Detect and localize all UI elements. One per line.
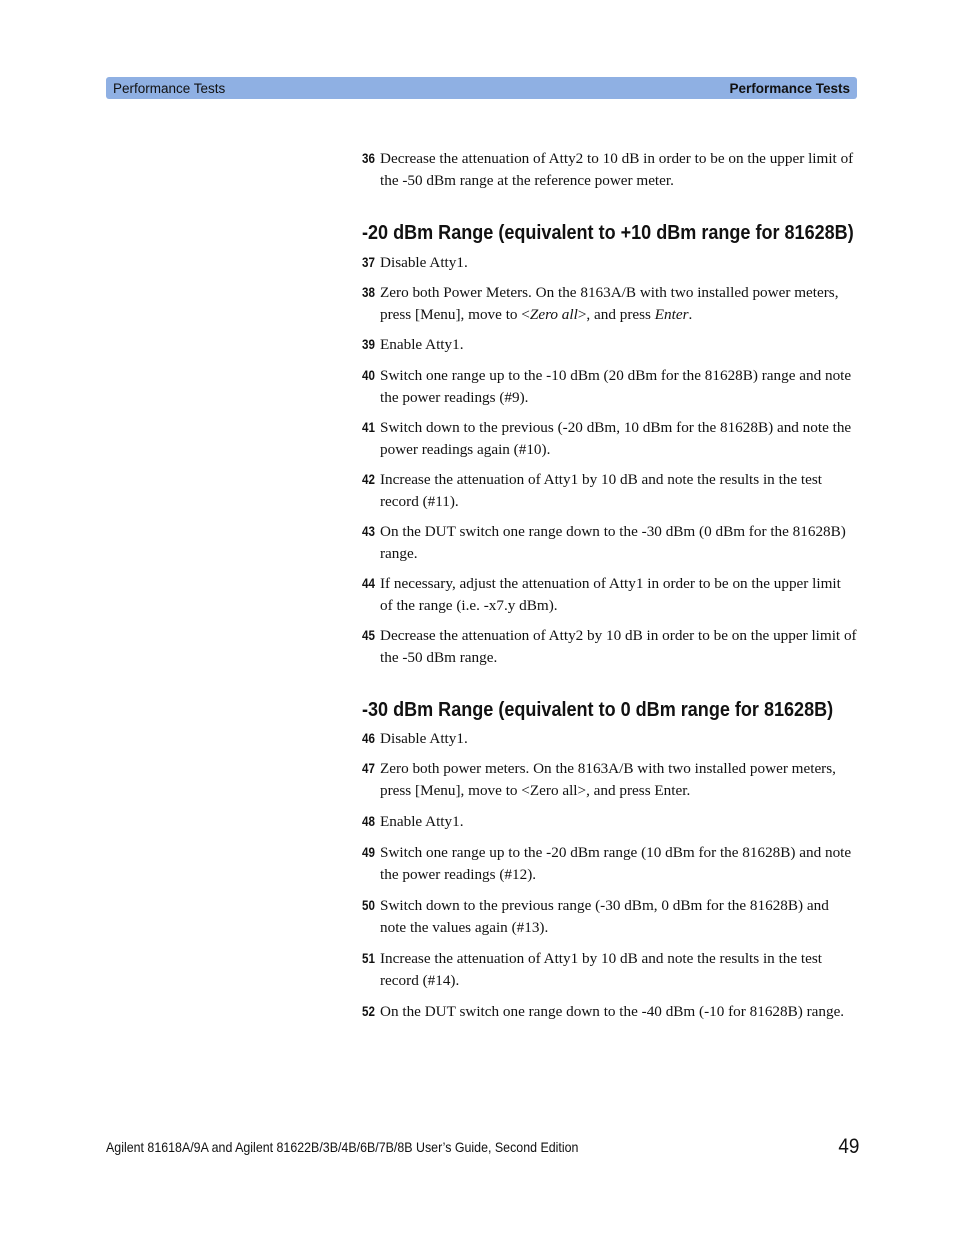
step-text: Enable Atty1.: [380, 813, 464, 830]
step-number: 37: [362, 255, 375, 270]
step-text: Increase the attenuation of Atty1 by 10 dB and note the results in the test record (#11).: [380, 471, 823, 510]
page-number: 49: [837, 1135, 859, 1158]
footer-doc-title: Agilent 81618A/9A and Agilent 81622B/3B/4B/6B/7B/8B User’s Guide, Second Edition: [106, 1140, 579, 1155]
step-text: Decrease the attenuation of Atty2 by 10 dB in order to be on the upper limit of the -50 dBm range.: [380, 627, 857, 666]
step-49: [362, 842, 857, 886]
step-43: [362, 521, 857, 565]
step-text: Enable Atty1.: [380, 336, 464, 353]
step-text: Switch down to the previous (-20 dBm, 10 dBm for the 81628B) and note the power readings again (#10).: [380, 419, 852, 458]
step-number: 50: [362, 898, 375, 913]
step-text: Zero both power meters. On the 8163A/B with two installed power meters, press [Menu], move to <Zero all>, and press Enter.: [380, 760, 836, 799]
step-44: [362, 573, 857, 617]
step-38: [362, 282, 857, 326]
step-text: Disable Atty1.: [380, 254, 468, 271]
step-50: [362, 895, 857, 939]
step-number: 41: [362, 420, 375, 435]
step-number: 46: [362, 731, 375, 746]
step-text: Switch down to the previous range (-30 dBm, 0 dBm for the 81628B) and note the values again (#13).: [380, 897, 829, 936]
step-number: 44: [362, 576, 375, 591]
step-51: [362, 948, 857, 992]
step-number: 47: [362, 761, 375, 776]
step-52: [362, 1001, 857, 1023]
step-text: Decrease the attenuation of Atty2 to 10 dB in order to be on the upper limit of the -50 dBm range at the reference power meter.: [380, 150, 854, 189]
step-39: [362, 334, 857, 356]
step-40: [362, 365, 857, 409]
step-48: [362, 811, 857, 833]
step-number: 39: [362, 337, 375, 352]
step-number: 49: [362, 845, 375, 860]
step-number: 43: [362, 524, 375, 539]
step-number: 51: [362, 951, 375, 966]
step-number: 52: [362, 1004, 375, 1019]
step-46: [362, 728, 857, 750]
section-heading-30dbm: -30 dBm Range (equivalent to 0 dBm range for 81628B): [362, 698, 834, 721]
step-text: If necessary, adjust the attenuation of Atty1 in order to be on the upper limit of the range (i.e. -x7.y dBm).: [380, 575, 841, 614]
step-number: 36: [362, 151, 375, 166]
step-number: 42: [362, 472, 375, 487]
main-content: [362, 148, 857, 1023]
step-41: [362, 417, 857, 461]
step-45: [362, 625, 857, 669]
step-text: Zero both Power Meters. On the 8163A/B with two installed power meters, press [Menu], move to <Zero all>, and press Enter.: [380, 284, 839, 323]
step-37: [362, 252, 857, 274]
step-text: Switch one range up to the -10 dBm (20 dBm for the 81628B) range and note the power readings (#9).: [380, 367, 852, 406]
step-text: On the DUT switch one range down to the -30 dBm (0 dBm for the 81628B) range.: [380, 523, 846, 562]
step-number: 40: [362, 368, 375, 383]
step-36: [362, 148, 857, 192]
step-number: 38: [362, 285, 375, 300]
header-left-title: Performance Tests: [113, 80, 226, 96]
section-heading-20dbm: -20 dBm Range (equivalent to +10 dBm range for 81628B): [362, 221, 854, 244]
step-text: On the DUT switch one range down to the -40 dBm (-10 for 81628B) range.: [380, 1003, 845, 1020]
step-text: Disable Atty1.: [380, 730, 468, 747]
running-header: [106, 77, 857, 99]
step-number: 45: [362, 628, 375, 643]
step-42: [362, 469, 857, 513]
step-47: [362, 758, 857, 802]
step-text: Switch one range up to the -20 dBm range (10 dBm for the 81628B) and note the power readings (#12).: [380, 844, 852, 883]
header-right-title: Performance Tests: [729, 80, 850, 96]
step-number: 48: [362, 814, 375, 829]
step-text: Increase the attenuation of Atty1 by 10 dB and note the results in the test record (#14).: [380, 950, 823, 989]
